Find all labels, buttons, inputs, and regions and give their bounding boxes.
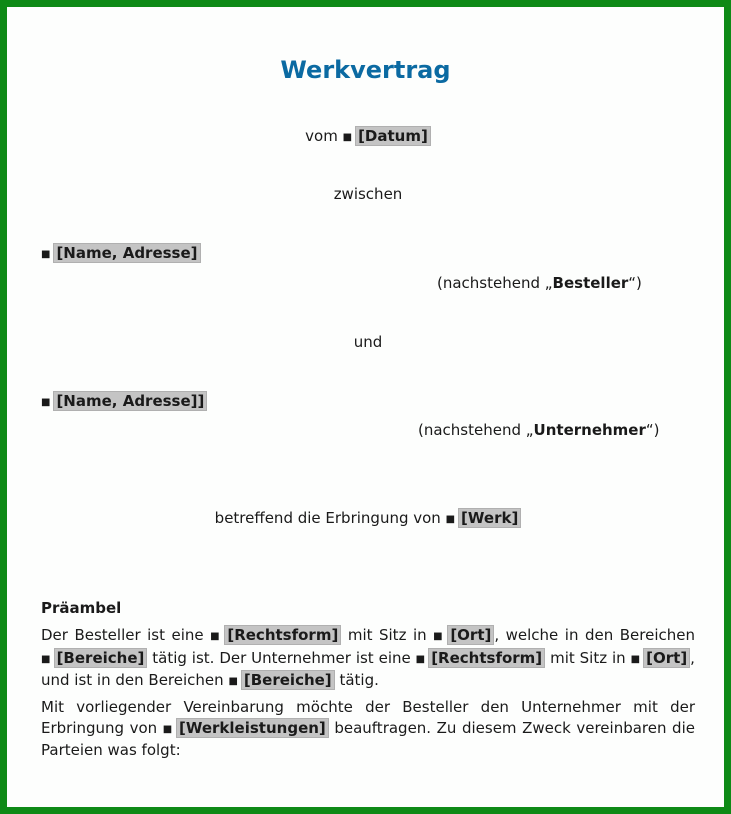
- bullet-icon: ■: [630, 653, 641, 665]
- bullet-icon: ■: [342, 132, 353, 143]
- und-label: und: [353, 333, 383, 351]
- p2-text: beauftragen. Zu diesem Zweck vereinbaren die Parteien was folgt:: [41, 718, 695, 759]
- ort-field[interactable]: [Ort]: [447, 625, 494, 645]
- p2-text: Mit vorliegender Vereinbarung möchte der Besteller den Unternehmer mit der Erbringung von: [41, 698, 695, 737]
- bullet-icon: ■: [41, 653, 51, 665]
- party2-role-name: Unternehmer: [533, 421, 646, 439]
- document-page: [14, 14, 717, 800]
- bullet-icon: ■: [210, 631, 222, 642]
- bullet-icon: ■: [41, 397, 51, 408]
- ort-field[interactable]: [Ort]: [643, 648, 690, 668]
- p1-text: , und ist in den Bereichen: [41, 648, 695, 689]
- bullet-icon: ■: [445, 514, 456, 525]
- p1-text: mit Sitz in: [347, 626, 427, 644]
- rechtsform-field[interactable]: [Rechtsform]: [224, 625, 341, 645]
- zwischen-label: zwischen: [333, 185, 403, 203]
- preamble-paragraph-2: [41, 697, 695, 761]
- bullet-icon: ■: [433, 631, 445, 642]
- bullet-icon: ■: [415, 653, 426, 665]
- party2-line: [41, 391, 695, 413]
- party1-role-prefix: (nachstehend „: [437, 274, 553, 292]
- party2-role-prefix: (nachstehend „: [418, 421, 534, 439]
- p1-text: tätig ist. Der Unternehmer ist eine: [152, 648, 411, 667]
- p1-text: Der Besteller ist eine: [41, 626, 204, 644]
- party1-role-name: Besteller: [552, 274, 629, 292]
- bullet-icon: ■: [162, 723, 173, 735]
- date-field[interactable]: [Datum]: [355, 126, 431, 146]
- rechtsform-field[interactable]: [Rechtsform]: [428, 648, 545, 668]
- bullet-icon: ■: [228, 676, 238, 687]
- bereiche-field[interactable]: [Bereiche]: [54, 648, 148, 668]
- bullet-icon: ■: [41, 249, 51, 260]
- werk-field[interactable]: [Werk]: [458, 508, 521, 528]
- party2-role-suffix: “): [645, 421, 660, 439]
- p1-text: tätig.: [339, 671, 379, 689]
- preamble-heading: Präambel: [41, 599, 122, 617]
- date-line: [41, 126, 695, 148]
- party1-role-suffix: “): [628, 274, 642, 292]
- party2-name-field[interactable]: [Name, Adresse]]: [53, 391, 207, 411]
- betreffend-label: betreffend die Erbringung von: [214, 509, 441, 527]
- werkleistungen-field[interactable]: [Werkleistungen]: [176, 718, 329, 738]
- party1-name-field[interactable]: [Name, Adresse]: [53, 243, 200, 263]
- bereiche-field[interactable]: [Bereiche]: [241, 670, 335, 690]
- party1-line: [41, 243, 695, 265]
- party1-role: [437, 273, 642, 293]
- p1-text: , welche in den Bereichen: [494, 626, 695, 644]
- p1-text: mit Sitz in: [550, 648, 626, 667]
- vom-label: vom: [305, 127, 338, 145]
- preamble-paragraph-1: [41, 625, 695, 693]
- party2-role: [418, 420, 660, 440]
- subject-line: [41, 508, 695, 530]
- document-title: Werkvertrag: [280, 56, 451, 84]
